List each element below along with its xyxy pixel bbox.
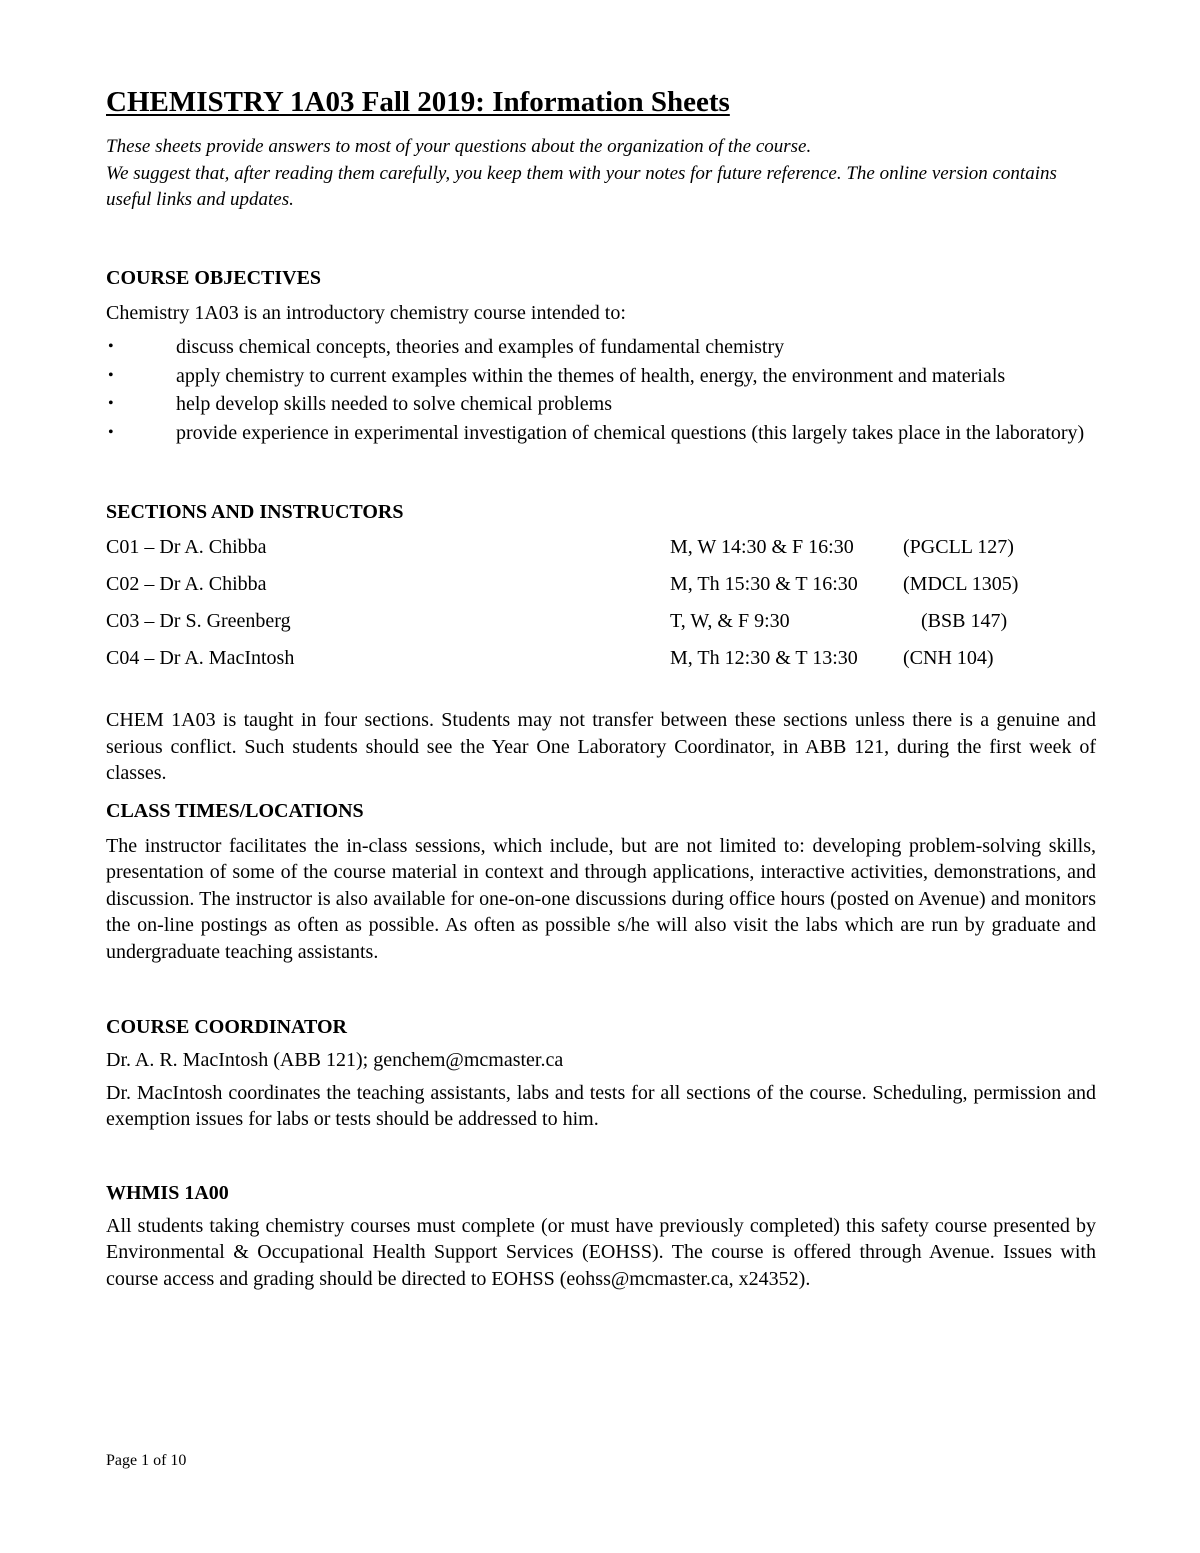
objectives-lead: Chemistry 1A03 is an introductory chemistry course intended to: bbox=[106, 301, 626, 324]
objectives-heading: COURSE OBJECTIVES bbox=[106, 266, 322, 289]
section-room: (BSB 147) bbox=[921, 610, 1008, 632]
intro-line-2: We suggest that, after reading them carefully, you keep them with your notes for future reference. The online version contains useful links and updates. bbox=[106, 162, 1057, 210]
section-room: (PGCLL 127) bbox=[903, 536, 1014, 558]
section-instructor: C04 – Dr A. MacIntosh bbox=[106, 647, 295, 669]
page-title: CHEMISTRY 1A03 Fall 2019: Information Sheets bbox=[106, 86, 730, 118]
list-item bbox=[106, 363, 1096, 390]
table-row bbox=[106, 571, 1096, 608]
list-item-text: provide experience in experimental investigation of chemical questions (this largely takes place in the laboratory) bbox=[176, 421, 1085, 444]
class-times-body: The instructor facilitates the in-class sessions, which include, but are not limited to: developing problem-solving skills, presentation of some of the course material in context and through applications, interactive activities, demonstrations, and discussion. The instructor is also available for one-on-one discussions during office hours (posted on Avenue) and monitors the on-line postings as often as possible. As often as possible s/he will also visit the labs which are run by graduate and undergraduate teaching assistants. bbox=[106, 834, 1096, 963]
list-item-text: apply chemistry to current examples within the themes of health, energy, the environment and materials bbox=[176, 364, 1006, 387]
bullet-icon: • bbox=[108, 395, 114, 412]
bullet-icon: • bbox=[108, 338, 114, 355]
section-time: M, Th 12:30 & T 13:30 bbox=[670, 647, 858, 669]
section-time: M, W 14:30 & F 16:30 bbox=[670, 536, 854, 558]
list-item bbox=[106, 334, 1096, 361]
sections-note: CHEM 1A03 is taught in four sections. Students may not transfer between these sections unless there is a genuine and serious conflict. Such students should see the Year One Laboratory Coordinator, in ABB 121, during the first week of classes. bbox=[106, 709, 1096, 784]
objectives-list bbox=[106, 334, 1096, 446]
list-item-text: discuss chemical concepts, theories and examples of fundamental chemistry bbox=[176, 336, 785, 358]
list-item-text: help develop skills needed to solve chemical problems bbox=[176, 393, 612, 415]
whmis-body: All students taking chemistry courses must complete (or must have previously completed) this safety course presented by Environmental & Occupational Health Support Services (EOHSS). The course is offered through Avenue. Issues with course access and grading should be directed to EOHSS (eohss@mcmaster.ca, x24352). bbox=[106, 1214, 1096, 1290]
list-item bbox=[106, 391, 1096, 418]
table-row bbox=[106, 608, 1096, 645]
section-room: (MDCL 1305) bbox=[903, 573, 1019, 595]
section-instructor: C03 – Dr S. Greenberg bbox=[106, 610, 291, 632]
table-row bbox=[106, 645, 1096, 682]
intro-line-1: These sheets provide answers to most of your questions about the organization of the course. bbox=[106, 136, 812, 157]
section-instructor: C02 – Dr A. Chibba bbox=[106, 573, 267, 595]
section-room: (CNH 104) bbox=[903, 647, 994, 669]
section-time: M, Th 15:30 & T 16:30 bbox=[670, 573, 858, 595]
whmis-heading: WHMIS 1A00 bbox=[106, 1181, 229, 1204]
document-page bbox=[106, 84, 1096, 1292]
coordinator-heading: COURSE COORDINATOR bbox=[106, 1016, 347, 1038]
table-row bbox=[106, 534, 1096, 571]
sections-heading: SECTIONS AND INSTRUCTORS bbox=[106, 501, 404, 523]
section-instructor: C01 – Dr A. Chibba bbox=[106, 536, 267, 558]
page-number: Page 1 of 10 bbox=[106, 1452, 187, 1469]
coordinator-contact: Dr. A. R. MacIntosh (ABB 121); genchem@mcmaster.ca bbox=[106, 1049, 564, 1071]
section-time: T, W, & F 9:30 bbox=[670, 610, 790, 632]
list-item bbox=[106, 420, 1096, 447]
bullet-icon: • bbox=[108, 366, 114, 384]
sections-table bbox=[106, 534, 1096, 682]
class-times-heading: CLASS TIMES/LOCATIONS bbox=[106, 799, 364, 822]
coordinator-body: Dr. MacIntosh coordinates the teaching assistants, labs and tests for all sections of the course. Scheduling, permission and exemption issues for labs or tests should be addressed to him. bbox=[106, 1081, 1096, 1130]
bullet-icon: • bbox=[108, 423, 114, 441]
